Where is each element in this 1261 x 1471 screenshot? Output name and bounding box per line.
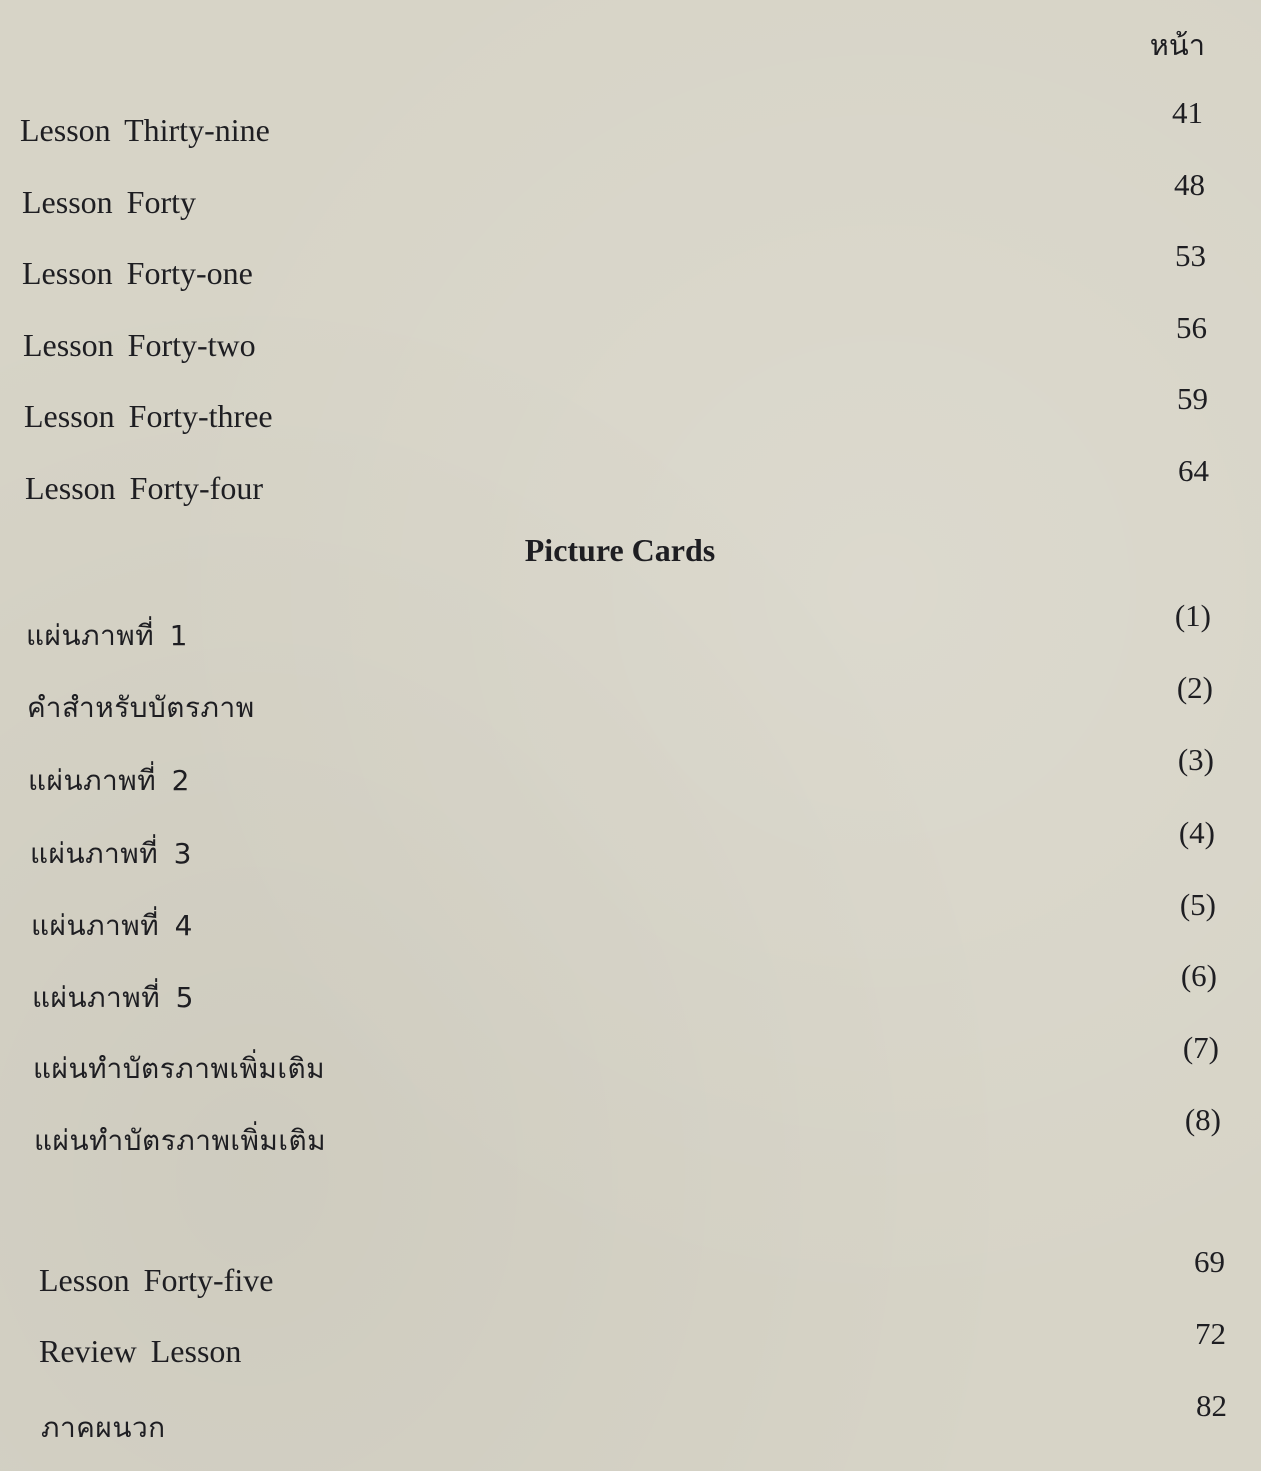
- toc-entry-page: (7): [1182, 1030, 1219, 1065]
- toc-entry-title: Lesson Forty-three: [24, 398, 273, 434]
- toc-entry-title: แผ่นภาพที่ 3: [30, 837, 192, 870]
- toc-entry-page: 48: [1174, 167, 1205, 202]
- toc-entry-page: (2): [1176, 670, 1213, 705]
- toc-entry-title: แผ่นทำบัตรภาพเพิ่มเติม: [33, 1052, 326, 1085]
- toc-entry-page: 59: [1177, 381, 1208, 416]
- toc-entry-page: 82: [1196, 1388, 1227, 1423]
- toc-entry-title: Lesson Forty: [22, 184, 196, 220]
- toc-entry-title: Lesson Forty-one: [22, 255, 253, 291]
- toc-entry-title: Lesson Thirty-nine: [20, 112, 270, 148]
- toc-entry-title: Lesson Forty-two: [23, 327, 256, 363]
- toc-entry-page: 64: [1178, 453, 1209, 488]
- page-column-heading: หน้า: [1149, 28, 1205, 62]
- toc-entry-title: แผ่นภาพที่ 4: [31, 909, 193, 942]
- toc-entry-title: แผ่นภาพที่ 5: [32, 981, 194, 1014]
- toc-entry-title: คำสำหรับบัตรภาพ: [27, 691, 255, 724]
- toc-entry-page: 56: [1176, 310, 1207, 345]
- toc-entry-page: (6): [1180, 958, 1217, 993]
- toc-entry-title: แผ่นภาพที่ 1: [26, 619, 188, 652]
- toc-entry-page: (3): [1177, 742, 1214, 777]
- toc-entry-title: แผ่นทำบัตรภาพเพิ่มเติม: [34, 1124, 327, 1157]
- toc-entry-title: ภาคผนวก: [41, 1411, 166, 1444]
- toc-entry-page: (5): [1179, 887, 1216, 922]
- toc-entry-page: 41: [1172, 95, 1203, 130]
- toc-entry-title: แผ่นภาพที่ 2: [28, 764, 190, 797]
- section-heading-picture-cards: Picture Cards: [524, 532, 716, 568]
- toc-entry-title: Lesson Forty-five: [39, 1262, 274, 1298]
- toc-entry-page: (8): [1184, 1102, 1221, 1137]
- toc-entry-page: 72: [1195, 1316, 1226, 1351]
- toc-entry-page: 69: [1194, 1244, 1225, 1279]
- toc-entry-title: Lesson Forty-four: [25, 470, 263, 506]
- toc-entry-page: (1): [1174, 598, 1211, 633]
- toc-entry-page: 53: [1175, 238, 1206, 273]
- toc-entry-page: (4): [1178, 815, 1215, 850]
- toc-entry-title: Review Lesson: [39, 1333, 242, 1369]
